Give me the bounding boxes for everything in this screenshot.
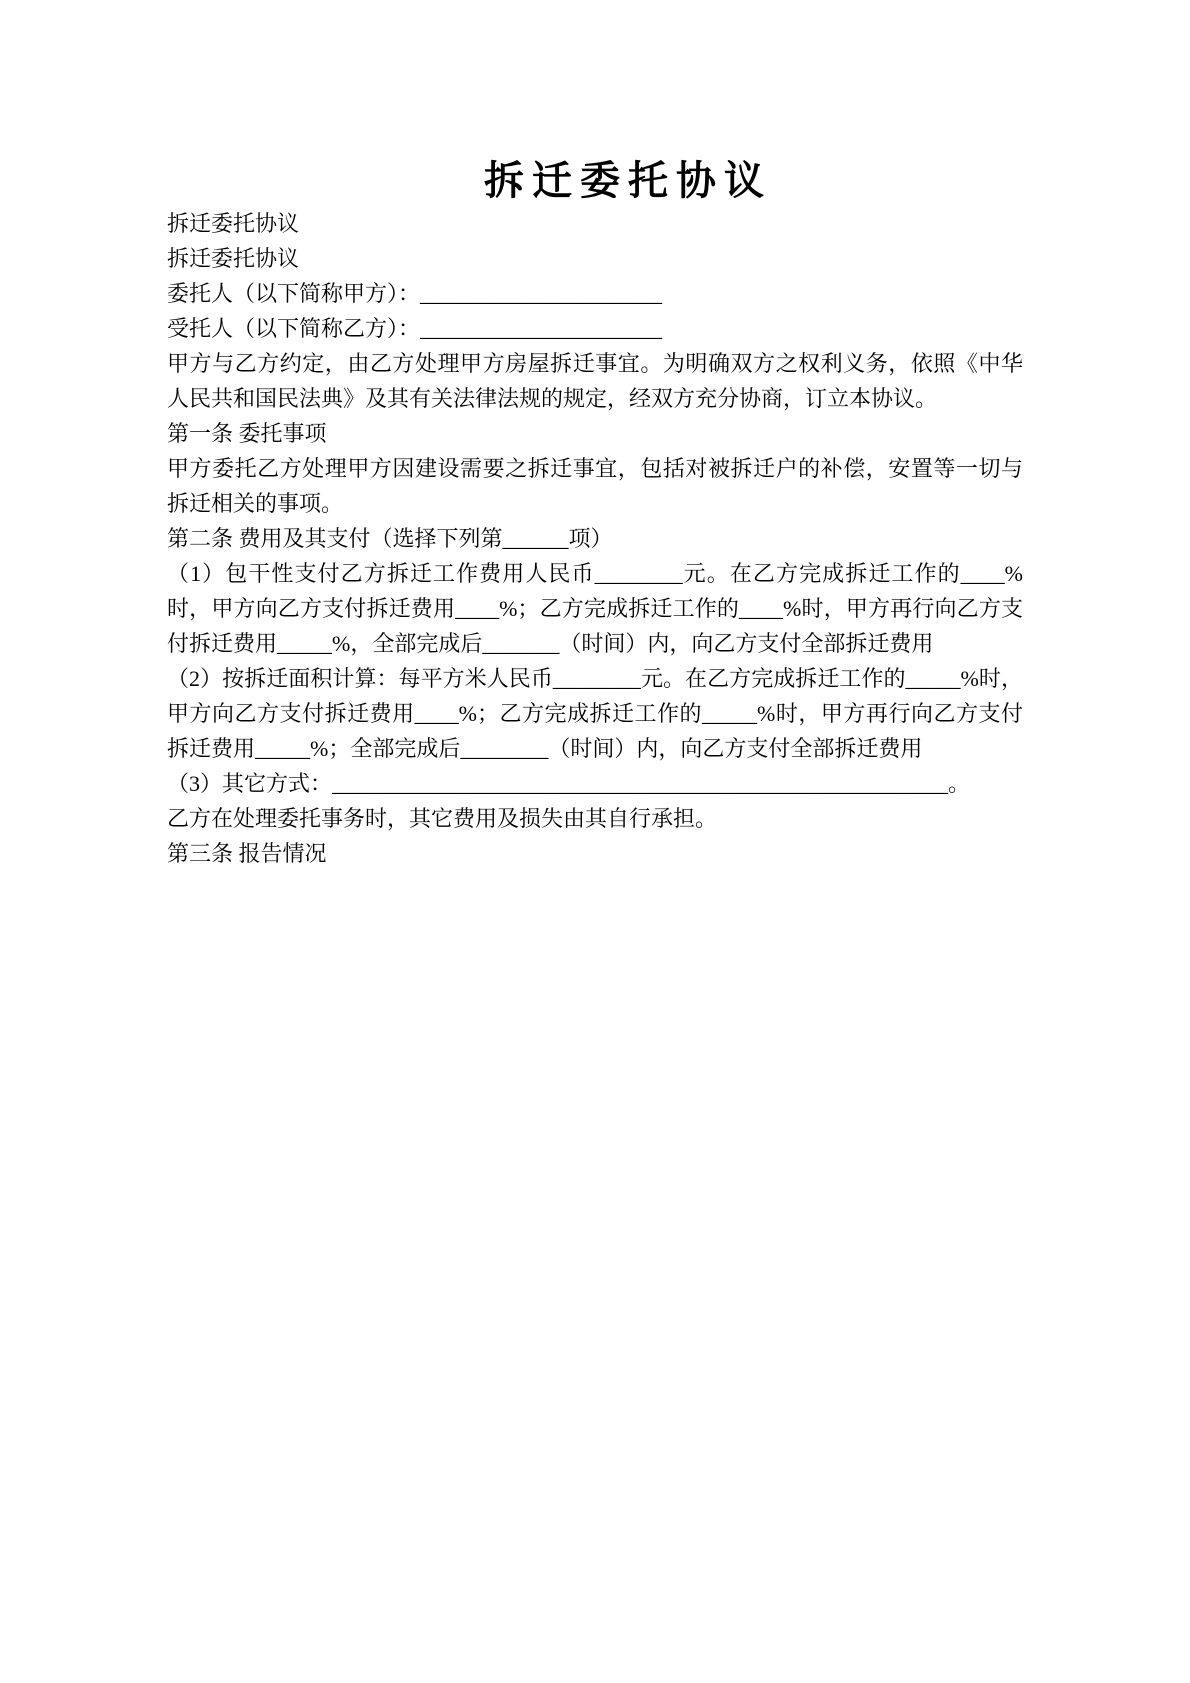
article-1-body: 甲方委托乙方处理甲方因建设需要之拆迁事宜，包括对被拆迁户的补偿，安置等一切与拆迁相关的事项。 xyxy=(167,456,1023,516)
article-2-clause-2: （2）按拆迁面积计算：每平方米人民币________元。在乙方完成拆迁工作的_____%时，甲方向乙方支付拆迁费用____%；乙方完成拆迁工作的_____%时，甲方再行向乙方支付拆迁费用_____%；全部完成后________（时间）内，向乙方支付全部拆迁费用 xyxy=(167,666,1023,761)
article-1-heading: 第一条 委托事项 xyxy=(167,421,327,446)
other-costs-note: 乙方在处理委托事务时，其它费用及损失由其自行承担。 xyxy=(167,806,718,831)
article-2-clause-3: （3）其它方式：________________________________________________________。 xyxy=(167,771,971,796)
document-title: 拆迁委托协议 xyxy=(484,158,772,203)
party-a-field-line: 委托人（以下简称甲方）：______________________ xyxy=(167,281,663,306)
document-content xyxy=(0,156,1190,871)
party-b-field-line: 受托人（以下简称乙方）：______________________ xyxy=(167,316,663,341)
preamble-paragraph: 甲方与乙方约定，由乙方处理甲方房屋拆迁事宜。为明确双方之权利义务，依照《中华人民共和国民法典》及其有关法律法规的规定，经双方充分协商，订立本协议。 xyxy=(167,351,1023,411)
article-3-heading: 第三条 报告情况 xyxy=(167,841,327,866)
subtitle-line-2: 拆迁委托协议 xyxy=(167,246,300,271)
article-2-clause-1: （1）包干性支付乙方拆迁工作费用人民币________元。在乙方完成拆迁工作的____%时，甲方向乙方支付拆迁费用____%；乙方完成拆迁工作的____%时，甲方再行向乙方支付拆迁费用_____%，全部完成后_______（时间）内，向乙方支付全部拆迁费用 xyxy=(167,561,1023,656)
article-2-heading: 第二条 费用及其支付（选择下列第______项） xyxy=(167,526,613,551)
subtitle-line-1: 拆迁委托协议 xyxy=(167,211,300,236)
